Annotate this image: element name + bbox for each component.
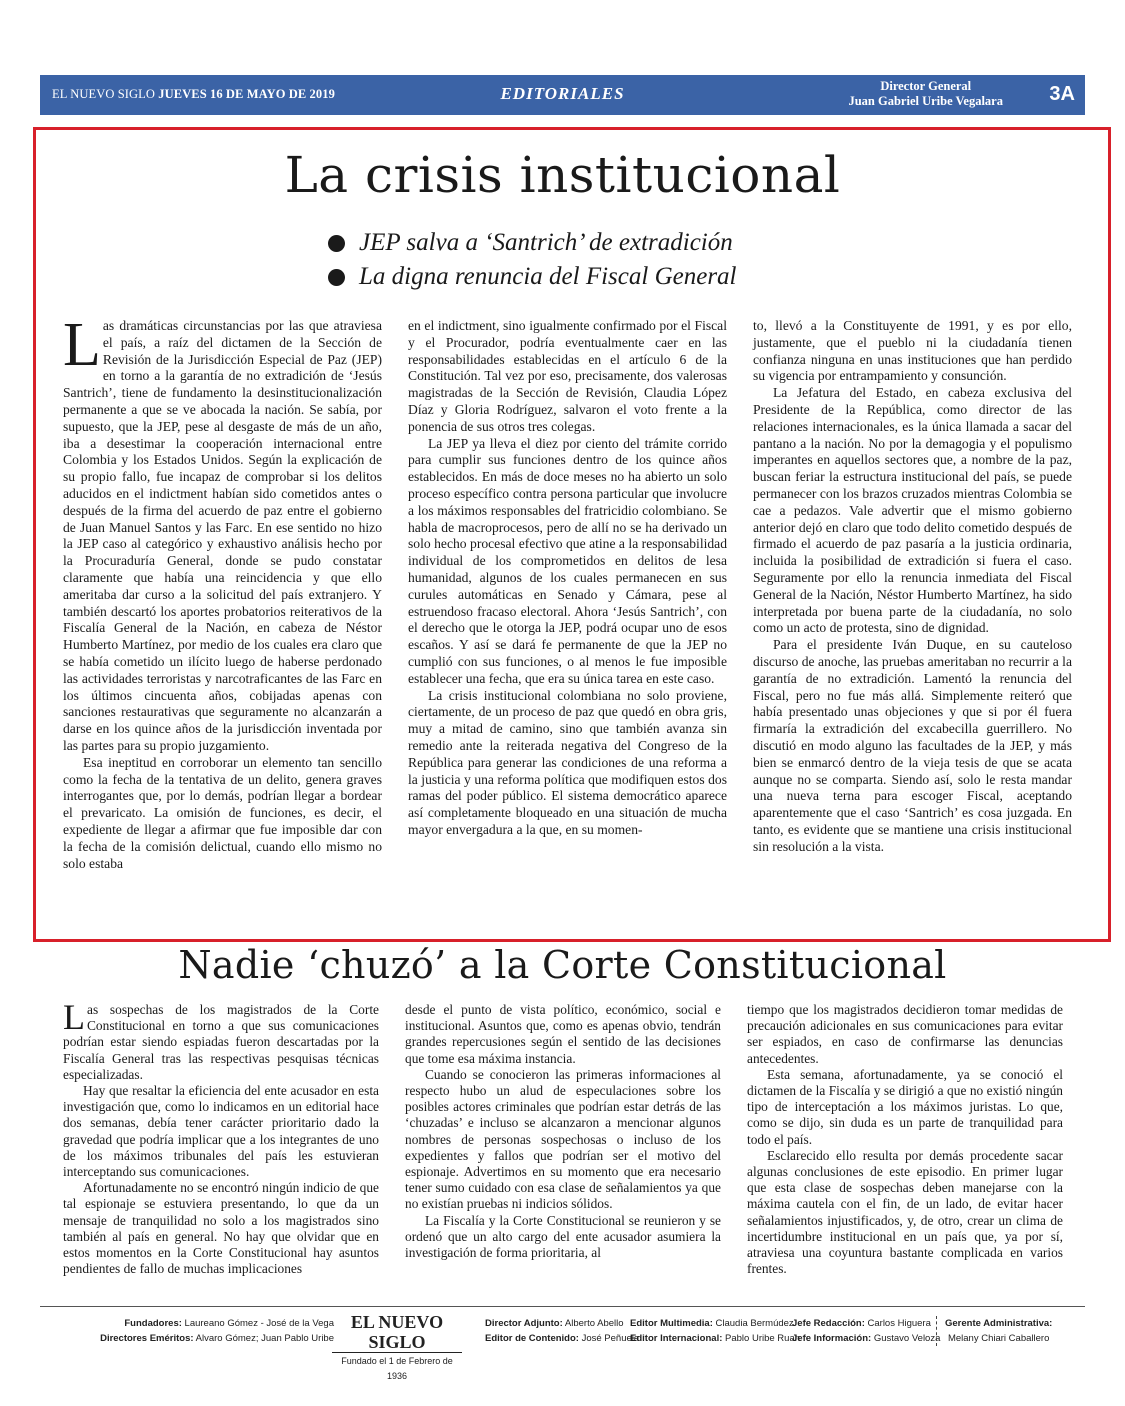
page-number: 3A xyxy=(1049,83,1075,105)
paragraph: Afortunadamente no se encontró ningún indicio de que tal espionaje se estuviera presentando, lo que da un mensaje de tranquilidad no solo a los magistrados sino también al país en general. No hay que olvidar que en estos momentos en la Corte Constitucional hay asuntos pendientes de fallo de muchas implicaciones xyxy=(63,1180,379,1277)
director-name: Juan Gabriel Uribe Vegalara xyxy=(848,94,1003,108)
paragraph: Cuando se conocieron las primeras informaciones al respecto hubo un alud de especulaciones sobre los posibles actores criminales que podrían estar detrás de las ‘chuzadas’ e incluso se alcanzaron a mencionar algunos nombres de personas sospechosas o incluso de los expedientes y fallos que podrían ser el motivo del espionaje. Advertimos en su momento que era necesario tener sumo cuidado con esa clase de señalamientos ya que no existían pruebas ni indicios sólidos. xyxy=(405,1066,721,1212)
article-1-column-3 xyxy=(753,318,1072,918)
paragraph: Esa ineptitud en corroborar un elemento tan sencillo como la fecha de la tentativa de un delito, genera graves interrogantes que, por lo demás, podrían llegar a bordear el prevaricato. La omisión de funciones, es decir, el expediente de llegar a afirmar que fue imposible dar con la fecha de la comisión delictual, cuando ello mismo no solo estaba xyxy=(63,754,382,871)
subhead xyxy=(328,260,737,294)
footer-adjunto: Director Adjunto: Alberto Abello Editor de Contenido: José Peñuela xyxy=(485,1318,640,1344)
bullet-icon xyxy=(328,269,345,286)
logo: EL NUEVO SIGLO xyxy=(332,1312,462,1353)
footer-multimedia: Editor Multimedia: Claudia Bermúdez Editor Internacional: Pablo Uribe Ruan xyxy=(630,1318,801,1344)
article-2-column-1 xyxy=(63,997,379,1286)
article-2-column-2 xyxy=(405,1002,721,1286)
paragraph: Las sospechas de los magistrados de la Corte Constitucional en torno a que sus comunicaciones podrían estar siendo espiadas fueron descartadas por la Fiscalía General tras las respectivas pesquisas técnicas especializadas. xyxy=(63,997,379,1082)
footer-logo xyxy=(332,1312,462,1384)
footer-rule xyxy=(40,1306,1085,1307)
paragraph: La crisis institucional colombiana no solo proviene, ciertamente, de un proceso de paz que quedó en obra gris, muy a mitad de camino, sino que también avanza sin remedio ante la reiterada negativa del Congreso de la República para generar las condiciones de una reforma a la justicia y una reforma política que modifiquen estos dos ramas del poder público. El sistema democrático aparece así completamente bloqueado en una situación de mucha mayor envergadura a la que, en su momen- xyxy=(408,687,727,837)
article-2-body xyxy=(63,997,1063,1286)
subhead-text: La digna renuncia del Fiscal General xyxy=(359,263,737,290)
header-paper-name: EL NUEVO SIGLO xyxy=(52,87,156,101)
paragraph: Para el presidente Iván Duque, en su cauteloso discurso de anoche, las pruebas ameritaban no recurrir a la garantía de no extradición. Lamentó la renuncia del Fiscal, pero no fue más allá. Simplemente reiteró que había presentado unas objeciones y que si por él fuera firmaría la extradición del excabecilla guerrillero. No discutió en modo alguno las facultades de la JEP, y más bien se enmarcó dentro de la vieja tesis de que se acata aunque no se comparta. Siendo así, solo le resta mandar una nueva terna para escoger Fiscal, aceptando aparentemente que el caso ‘Santrich’ es cosa juzgada. En tanto, es evidente que se mantiene una crisis institucional sin resolución a la vista. xyxy=(753,637,1072,854)
footer-gerente: Gerente Administrativa: Melany Chiari Caballero xyxy=(936,1316,1052,1346)
paragraph: La JEP ya lleva el diez por ciento del trámite corrido para cumplir sus funciones dentro de los quince años establecidos. En más de doce meses no ha abierto un solo proceso específico contra persona particular que involucre a los máximos responsables del fratricidio colombiano. Se habla de macroprocesos, pero de allí no se ha derivado un solo hecho procesal efectivo que atine a la responsabilidad individual de los comprometidos en delitos de lesa humanidad, algunos de los cuales permanecen en sus curules automáticas en Senado y Cámara, pese al estruendoso fracaso electoral. Ahora ‘Jesús Santrich’, con el derecho que le otorga la JEP, podrá ocupar uno de esos escaños. Y así se dará fe permanente de que la JEP no cumplió con sus funciones, o al menos le fue imposible establecer una fecha, que era su única tarea en este caso. xyxy=(408,435,727,686)
director-title: Director General xyxy=(880,79,972,93)
article-1-subheads xyxy=(328,226,737,294)
article-1-headline: La crisis institucional xyxy=(284,146,841,204)
subhead xyxy=(328,226,737,260)
paragraph: Las dramáticas circunstancias por las que atraviesa el país, a raíz del dictamen de la Sección de Revisión de la Jurisdicción Especial de Paz (JEP) en torno a la garantía de no extradición de ‘Jesús Santrich’, tiene de fundamento la desinstitucionalización permanente a que se ve abocada la nación. Se sabía, por supuesto, que la JEP, pese al desgaste de más de un año, iba a desestimar la cooperación internacional entre Colombia y los Estados Unidos. Según la explicación de su propio fallo, fue incapaz de comprobar si los delitos aducidos en el indictment habían sido cometidos antes o después de la firma del acuerdo de paz entre el gobierno de Juan Manuel Santos y las Farc. En ese sentido no hizo la JEP caso al categórico y exhaustivo análisis hecho por la Procuraduría General, donde se pudo constatar claramente que había una reincidencia y que ello ameritaba dar curso a la solicitud del país extranjero. Y también descartó los aportes probatorios reiterativos de la Fiscalía General de la Nación, en cabeza de Néstor Humberto Martínez, por medio de los cuales era claro que se había cometido un ilícito luego de haberse perdonado las actividades terroristas y narcotraficantes de las Farc en los últimos cincuenta años, cobijadas apenas con sanciones restaurativas que seguramente no alcanzarán a darse en los quince años de la jurisdicción inventada por las partes para su propio juzgamiento. xyxy=(63,311,382,753)
paragraph: tiempo que los magistrados decidieron tomar medidas de precaución adicionales en sus comunicaciones para evitar ser espiados, en caso de confirmarse las denuncias antecedentes. xyxy=(747,1002,1063,1066)
paragraph: en el indictment, sino igualmente confirmado por el Fiscal y el Procurador, podría eventualmente caer en las responsabilidades establecidas en el artículo 6 de la Constitución. Tal vez por eso, precisamente, dos valerosas magistradas de la Sección de Revisión, Claudia López Díaz y Gloria Rodríguez, salvaron el voto frente a la ponencia de sus otros tres colegas. xyxy=(408,318,727,434)
masthead-footer xyxy=(40,1312,1085,1381)
drop-cap: L xyxy=(63,997,85,1037)
paragraph: desde el punto de vista político, económico, social e institucional. Asuntos que, como es apenas obvio, tendrán grandes repercusiones según el sentido de las decisiones que tome esa máxima instancia. xyxy=(405,1002,721,1066)
article-2-column-3 xyxy=(747,1002,1063,1286)
paragraph: to, llevó a la Constituyente de 1991, y es por ello, justamente, que el pueblo ni la ciudadanía tienen confianza ninguna en unas instituciones que han perdido su vigencia por entrampamiento y consunción. xyxy=(753,318,1072,384)
founded-date: Fundado el 1 de Febrero de 1936 xyxy=(341,1356,453,1381)
paragraph: La Fiscalía y la Corte Constitucional se reunieron y se ordenó que un alto cargo del ente acusador asumiera la investigación de forma prioritaria, al xyxy=(405,1212,721,1261)
drop-cap: L xyxy=(63,311,101,379)
footer-founders: Fundadores: Laureano Gómez - José de la Vega Directores Eméritos: Alvaro Gómez; Juan Pablo Uribe xyxy=(100,1318,334,1344)
article-1-column-2 xyxy=(408,318,727,918)
header-director xyxy=(848,79,1003,109)
paragraph: La Jefatura del Estado, en cabeza exclusiva del Presidente de la República, como director de las relaciones internacionales, es la única llamada a sacar del pantano a la nación. No por la demagogia y el populismo imperantes en aquellos sectores que, a nombre de la paz, buscan feriar la estructura institucional del país, se puede permanecer con los brazos cruzados mientras Colombia se cae a pedazos. Vale advertir que el mismo gobierno anterior dejó en claro que todo delito cometido después de firmado el acuerdo de paz pasaría a la justicia ordinaria, incluida la posibilidad de extradición si fuera el caso. Seguramente por ello la renuncia inmediata del Fiscal General de la Nación, Néstor Humberto Martínez, ha sido interpretada por buena parte de la ciudadanía, no solo como un acto de protesta, sino de dignidad. xyxy=(753,385,1072,636)
article-1-body xyxy=(63,311,1073,918)
footer-redaccion: Jefe Redacción: Carlos Higuera Jefe Información: Gustavo Veloza xyxy=(792,1318,941,1344)
article-1-column-1 xyxy=(63,311,382,918)
paragraph: Hay que resaltar la eficiencia del ente acusador en esta investigación que, como lo indicamos en un editorial hace dos semanas, debía tener carácter prioritario dado la gravedad que podría implicar que a los integrantes de uno de los máximos tribunales del país les estuvieran interceptando sus comunicaciones. xyxy=(63,1083,379,1180)
article-2-headline: Nadie ‘chuzó’ a la Corte Constitucional xyxy=(178,943,947,987)
header-date: JUEVES 16 DE MAYO DE 2019 xyxy=(158,87,335,101)
section-title: EDITORIALES xyxy=(500,84,625,103)
paragraph: Esta semana, afortunadamente, ya se conoció el dictamen de la Fiscalía y se dirigió a que no existió ningún tipo de interceptación a los máximos juristas. Lo que, como se dijo, sin duda es un parte de tranquilidad para todo el país. xyxy=(747,1066,1063,1147)
subhead-text: JEP salva a ‘Santrich’ de extradición xyxy=(359,229,733,256)
paragraph: Esclarecido ello resulta por demás procedente sacar algunas conclusiones de este episodio. En primer lugar que esta clase de sospechas deben manejarse con la máxima cautela con el fin, de un lado, de evitar hacer señalamientos injustificados, y, de otro, crear un clima de incertidumbre institucional en un país que, ya por sí, atraviesa una coyuntura bastante complicada en varios frentes. xyxy=(747,1147,1063,1277)
bullet-icon xyxy=(328,235,345,252)
header-bar xyxy=(40,75,1085,115)
